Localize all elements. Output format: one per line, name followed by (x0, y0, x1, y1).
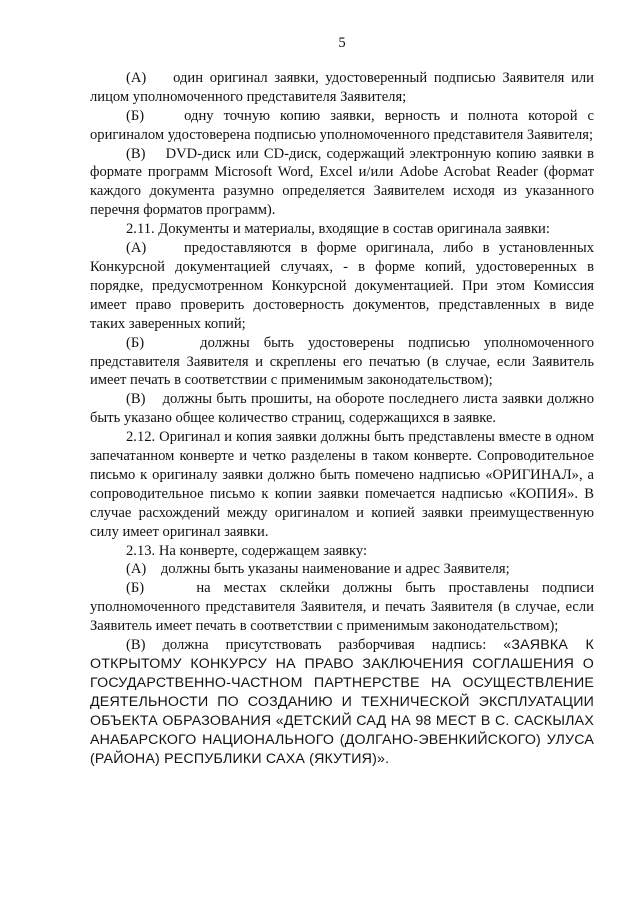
paragraph-section-2-13: 2.13. На конверте, содержащем заявку: (126, 542, 368, 559)
paragraph-copy-original: (А) один оригинал заявки, удостоверенный подписью Заявителя или лицом уполномоченного представителя Заявителя; (90, 69, 594, 105)
paragraph-electronic-copy: (В) DVD-диск или CD-диск, содержащий электронную копию заявки в формате программ Microsoft Word, Excel и/или Adobe Acrobat Reader (формат каждого документа разумно определяется Заявителем исходя из указанного перечня форматов программ). (90, 145, 594, 219)
paragraph-2-13-c (90, 636, 594, 768)
paragraph-2-13-c-lead: (В) должна присутствовать разборчивая надпись: (126, 637, 504, 654)
paragraph-2-11-c: (В) должны быть прошиты, на обороте последнего листа заявки должно быть указано общее количество страниц, содержащихся в заявке. (90, 391, 594, 427)
envelope-inscription: «ЗАЯВКА К ОТКРЫТОМУ КОНКУРСУ НА ПРАВО ЗАКЛЮЧЕНИЯ СОГЛАШЕНИЯ О ГОСУДАРСТВЕННО-ЧАСТНОМ ПАРТНЕРСТВЕ НА ОСУЩЕСТВЛЕНИЕ ДЕЯТЕЛЬНОСТИ ПО СОЗДАНИЮ И ТЕХНИЧЕСКОЙ ЭКСПЛУАТАЦИИ ОБЪЕКТА ОБРАЗОВАНИЯ «ДЕТСКИЙ САД НА 98 МЕСТ В С. САСКЫЛАХ АНАБАРСКОГО НАЦИОНАЛЬНОГО (ДОЛГАНО-ЭВЕНКИЙСКОГО) УЛУСА (РАЙОНА) РЕСПУБЛИКИ САХА (ЯКУТИЯ)». (90, 637, 594, 767)
page-number: 5 (338, 35, 346, 51)
paragraph-section-2-12: 2.12. Оригинал и копия заявки должны быть представлены вместе в одном запечатанном конверте и четко разделены в таком конверте. Сопроводительное письмо к оригиналу заявки должно быть помечено надписью «ОРИГИНАЛ», а сопроводительное письмо к копии заявки помечается надписью «КОПИЯ». В случае расхождений между оригиналом и копией заявки преимущественную силу имеет оригинал заявки. (90, 429, 594, 540)
paragraph-section-2-11: 2.11. Документы и материалы, входящие в состав оригинала заявки: (126, 221, 550, 238)
paragraph-2-11-b: (Б) должны быть удостоверены подписью уполномоченного представителя Заявителя и скреплены его печатью (в случае, если Заявитель имеет печать в соответствии с применимым законодательством); (90, 334, 594, 389)
paragraph-2-11-a: (А) предоставляются в форме оригинала, либо в установленных Конкурсной документацией случаях, - в форме копий, удостоверенных в порядке, предусмотренном Конкурсной документацией. При этом Комиссия имеет право проверить достоверность документов, представленных в виде таких заверенных копий; (90, 240, 594, 332)
paragraph-copy-duplicate: (Б) одну точную копию заявки, верность и полнота которой с оригиналом удостоверена подписью уполномоченного представителя Заявителя; (90, 107, 594, 143)
paragraph-2-13-a: (А) должны быть указаны наименование и адрес Заявителя; (126, 561, 510, 578)
paragraph-2-13-b: (Б) на местах склейки должны быть проставлены подписи уполномоченного представителя Заявителя, и печать Заявителя (в случае, если Заявитель имеет печать в соответствии с применимым законодательством); (90, 580, 594, 635)
